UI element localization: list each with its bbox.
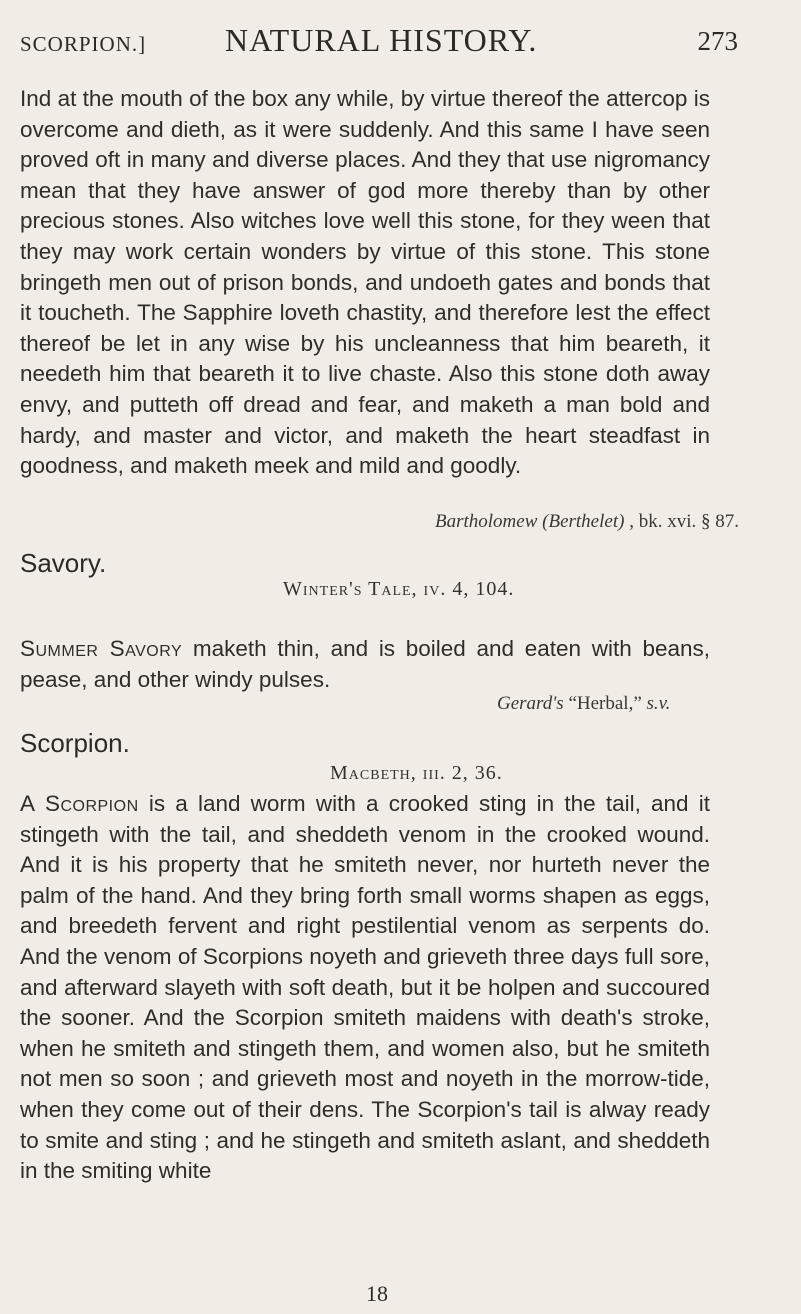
scorpion-text: is a land worm with a crooked sting in the tail, and it stingeth with the tail, and sheddeth venom in the crooked wound. And it is his property that he smiteth never, nor hurteth never the palm of the hand. And they bring forth small worms shapen as eggs, and breedeth fervent and right pestilential venom as serpents do. And the venom of Scorpions noyeth and grieveth three days full sore, and afterward slayeth with soft death, but it be holpen and succoured the sooner. And the Scorpion smiteth maidens with death's stroke, when he smiteth and stingeth them, and women also, but he smiteth not men so soon ; and grieveth most and noyeth in the morrow-tide, when they come out of their dens. The Scorpion's tail is alway ready to smite and sting ; and he stingeth and smiteth aslant, and sheddeth in the smiting white	[20, 791, 710, 1184]
headword-savory: Savory.	[20, 548, 107, 578]
savory-text: maketh thin, and is boiled and eaten with beans, pease, and other windy pulses.	[20, 636, 710, 692]
savory-citation	[497, 693, 670, 715]
headword-scorpion: Scorpion.	[20, 728, 130, 758]
sapphire-citation	[435, 511, 739, 533]
signature-mark: 18	[366, 1281, 388, 1306]
scorpion-passage	[20, 789, 710, 1187]
running-head	[20, 22, 740, 62]
running-head-title: NATURAL HISTORY.	[225, 22, 538, 58]
scorpion-reference: Macbeth, iii. 2, 36.	[330, 762, 503, 784]
scorpion-lead-words: A Scorpion	[20, 791, 139, 816]
citation-location: , bk. xvi. § 87.	[629, 511, 739, 532]
page-number: 273	[697, 26, 738, 56]
citation-edition: (Berthelet)	[542, 511, 625, 532]
citation-author: Bartholomew	[435, 511, 538, 532]
citation-work: “Herbal,”	[568, 693, 647, 714]
sapphire-passage: Ind at the mouth of the box any while, by virtue thereof the attercop is overcome and dieth, as it were suddenly. And this same I have seen proved oft in many and diverse places. And they that use nigromancy mean that they have answer of god more thereby than by other precious stones. Also witches love well this stone, for they ween that they may work certain wonders by virtue of this stone. This stone bringeth men out of prison bonds, and undoeth gates and bonds that it toucheth. The Sapphire loveth chastity, and therefore lest the effect thereof be let in any wise by his uncleanness that him beareth, it needeth him that beareth it to live chaste. Also this stone doth away envy, and putteth off dread and fear, and maketh a man bold and hardy, and master and victor, and maketh the heart steadfast in goodness, and maketh meek and mild and goodly.	[20, 86, 710, 479]
running-head-section: SCORPION.]	[20, 32, 147, 56]
citation-author: Gerard's	[497, 693, 564, 714]
citation-sv: s.v.	[646, 693, 671, 714]
savory-lead-words: Summer Savory	[20, 636, 183, 661]
savory-passage	[20, 634, 710, 695]
savory-reference: Winter's Tale, iv. 4, 104.	[283, 578, 515, 600]
